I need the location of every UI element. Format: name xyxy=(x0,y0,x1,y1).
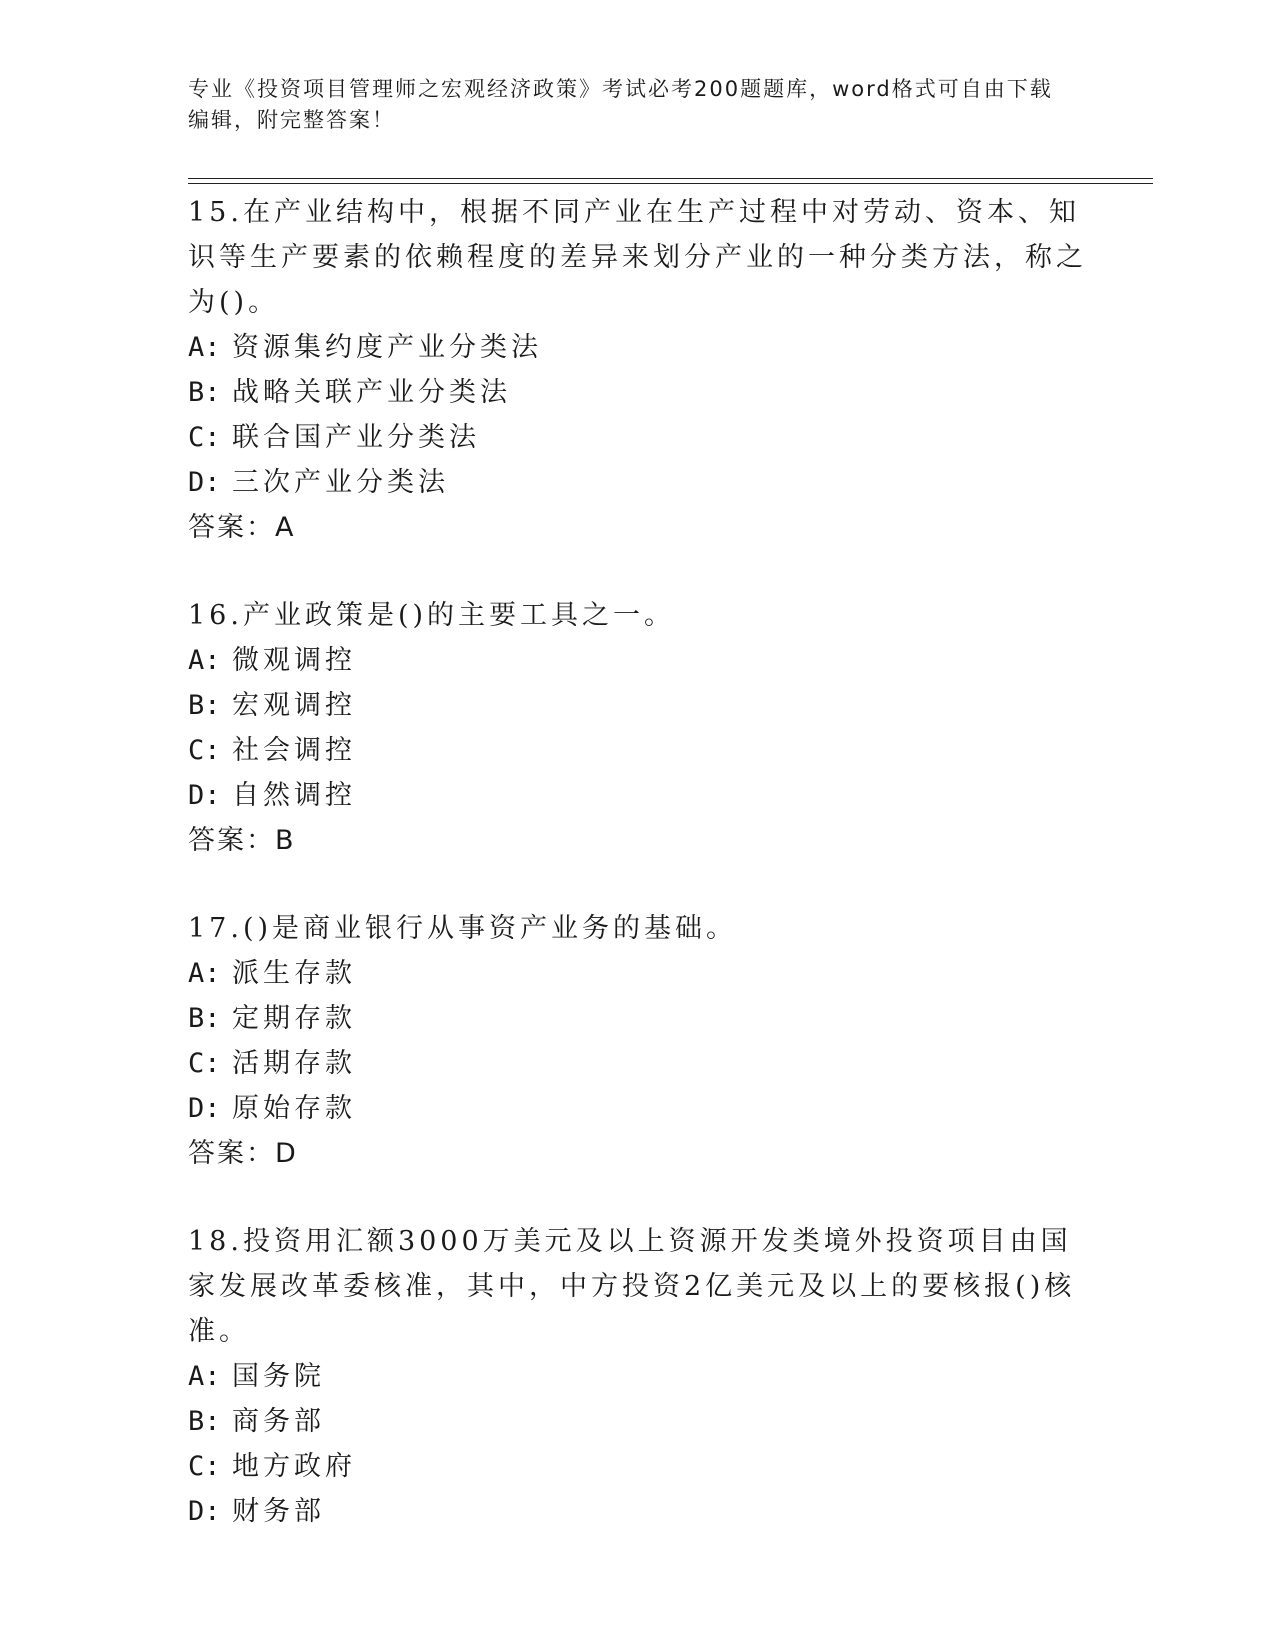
header-divider xyxy=(188,178,1153,184)
option-b xyxy=(188,996,1088,1041)
option-text: 定期存款 xyxy=(232,1003,356,1034)
question-stem: 15.在产业结构中，根据不同产业在生产过程中对劳动、资本、知识等生产要素的依赖程度的差异来划分产业的一种分类方法，称之为()。 xyxy=(188,197,1087,318)
option-letter: B: xyxy=(188,377,221,408)
option-a xyxy=(188,1354,1088,1399)
question-17 xyxy=(188,906,1088,1176)
option-text: 国务院 xyxy=(232,1361,325,1392)
option-d xyxy=(188,773,1088,818)
option-text: 微观调控 xyxy=(232,645,356,676)
option-a xyxy=(188,638,1088,683)
option-letter: D: xyxy=(188,780,221,811)
option-a xyxy=(188,951,1088,996)
question-stem: 18.投资用汇额3000万美元及以上资源开发类境外投资项目由国家发展改革委核准，其中，中方投资2亿美元及以上的要核报()核准。 xyxy=(188,1226,1076,1347)
option-c xyxy=(188,1041,1088,1086)
option-text: 联合国产业分类法 xyxy=(232,422,480,453)
option-letter: D: xyxy=(188,1496,221,1527)
option-b xyxy=(188,683,1088,728)
option-text: 自然调控 xyxy=(232,780,356,811)
question-stem: 16.产业政策是()的主要工具之一。 xyxy=(188,600,676,631)
option-c xyxy=(188,415,1088,460)
option-letter: D: xyxy=(188,467,221,498)
option-letter: A: xyxy=(188,958,221,989)
option-text: 派生存款 xyxy=(232,958,356,989)
option-letter: D: xyxy=(188,1093,221,1124)
question-stem: 17.()是商业银行从事资产业务的基础。 xyxy=(188,913,738,944)
option-c xyxy=(188,728,1088,773)
question-list xyxy=(188,190,1088,1577)
option-b xyxy=(188,1399,1088,1444)
option-letter: B: xyxy=(188,1406,221,1437)
option-letter: C: xyxy=(188,422,221,453)
answer-line: 答案：B xyxy=(188,825,296,856)
option-d xyxy=(188,1489,1088,1534)
answer-line: 答案：D xyxy=(188,1138,298,1169)
option-text: 宏观调控 xyxy=(232,690,356,721)
option-c xyxy=(188,1444,1088,1489)
answer-line: 答案：A xyxy=(188,512,296,543)
option-letter: C: xyxy=(188,1451,221,1482)
option-letter: A: xyxy=(188,1361,221,1392)
option-letter: A: xyxy=(188,332,221,363)
option-d xyxy=(188,460,1088,505)
option-b xyxy=(188,370,1088,415)
option-text: 商务部 xyxy=(232,1406,325,1437)
option-text: 原始存款 xyxy=(232,1093,356,1124)
option-text: 财务部 xyxy=(232,1496,325,1527)
question-18 xyxy=(188,1219,1088,1534)
option-letter: B: xyxy=(188,1003,221,1034)
option-text: 三次产业分类法 xyxy=(232,467,449,498)
option-letter: A: xyxy=(188,645,221,676)
question-16 xyxy=(188,593,1088,863)
option-d xyxy=(188,1086,1088,1131)
option-a xyxy=(188,325,1088,370)
option-letter: B: xyxy=(188,690,221,721)
option-letter: C: xyxy=(188,735,221,766)
option-text: 活期存款 xyxy=(232,1048,356,1079)
option-text: 战略关联产业分类法 xyxy=(232,377,511,408)
document-header: 专业《投资项目管理师之宏观经济政策》考试必考200题题库，word格式可自由下载编辑，附完整答案！ xyxy=(188,77,1053,132)
option-text: 资源集约度产业分类法 xyxy=(232,332,542,363)
option-text: 社会调控 xyxy=(232,735,356,766)
question-15 xyxy=(188,190,1088,550)
option-text: 地方政府 xyxy=(232,1451,356,1482)
option-letter: C: xyxy=(188,1048,221,1079)
